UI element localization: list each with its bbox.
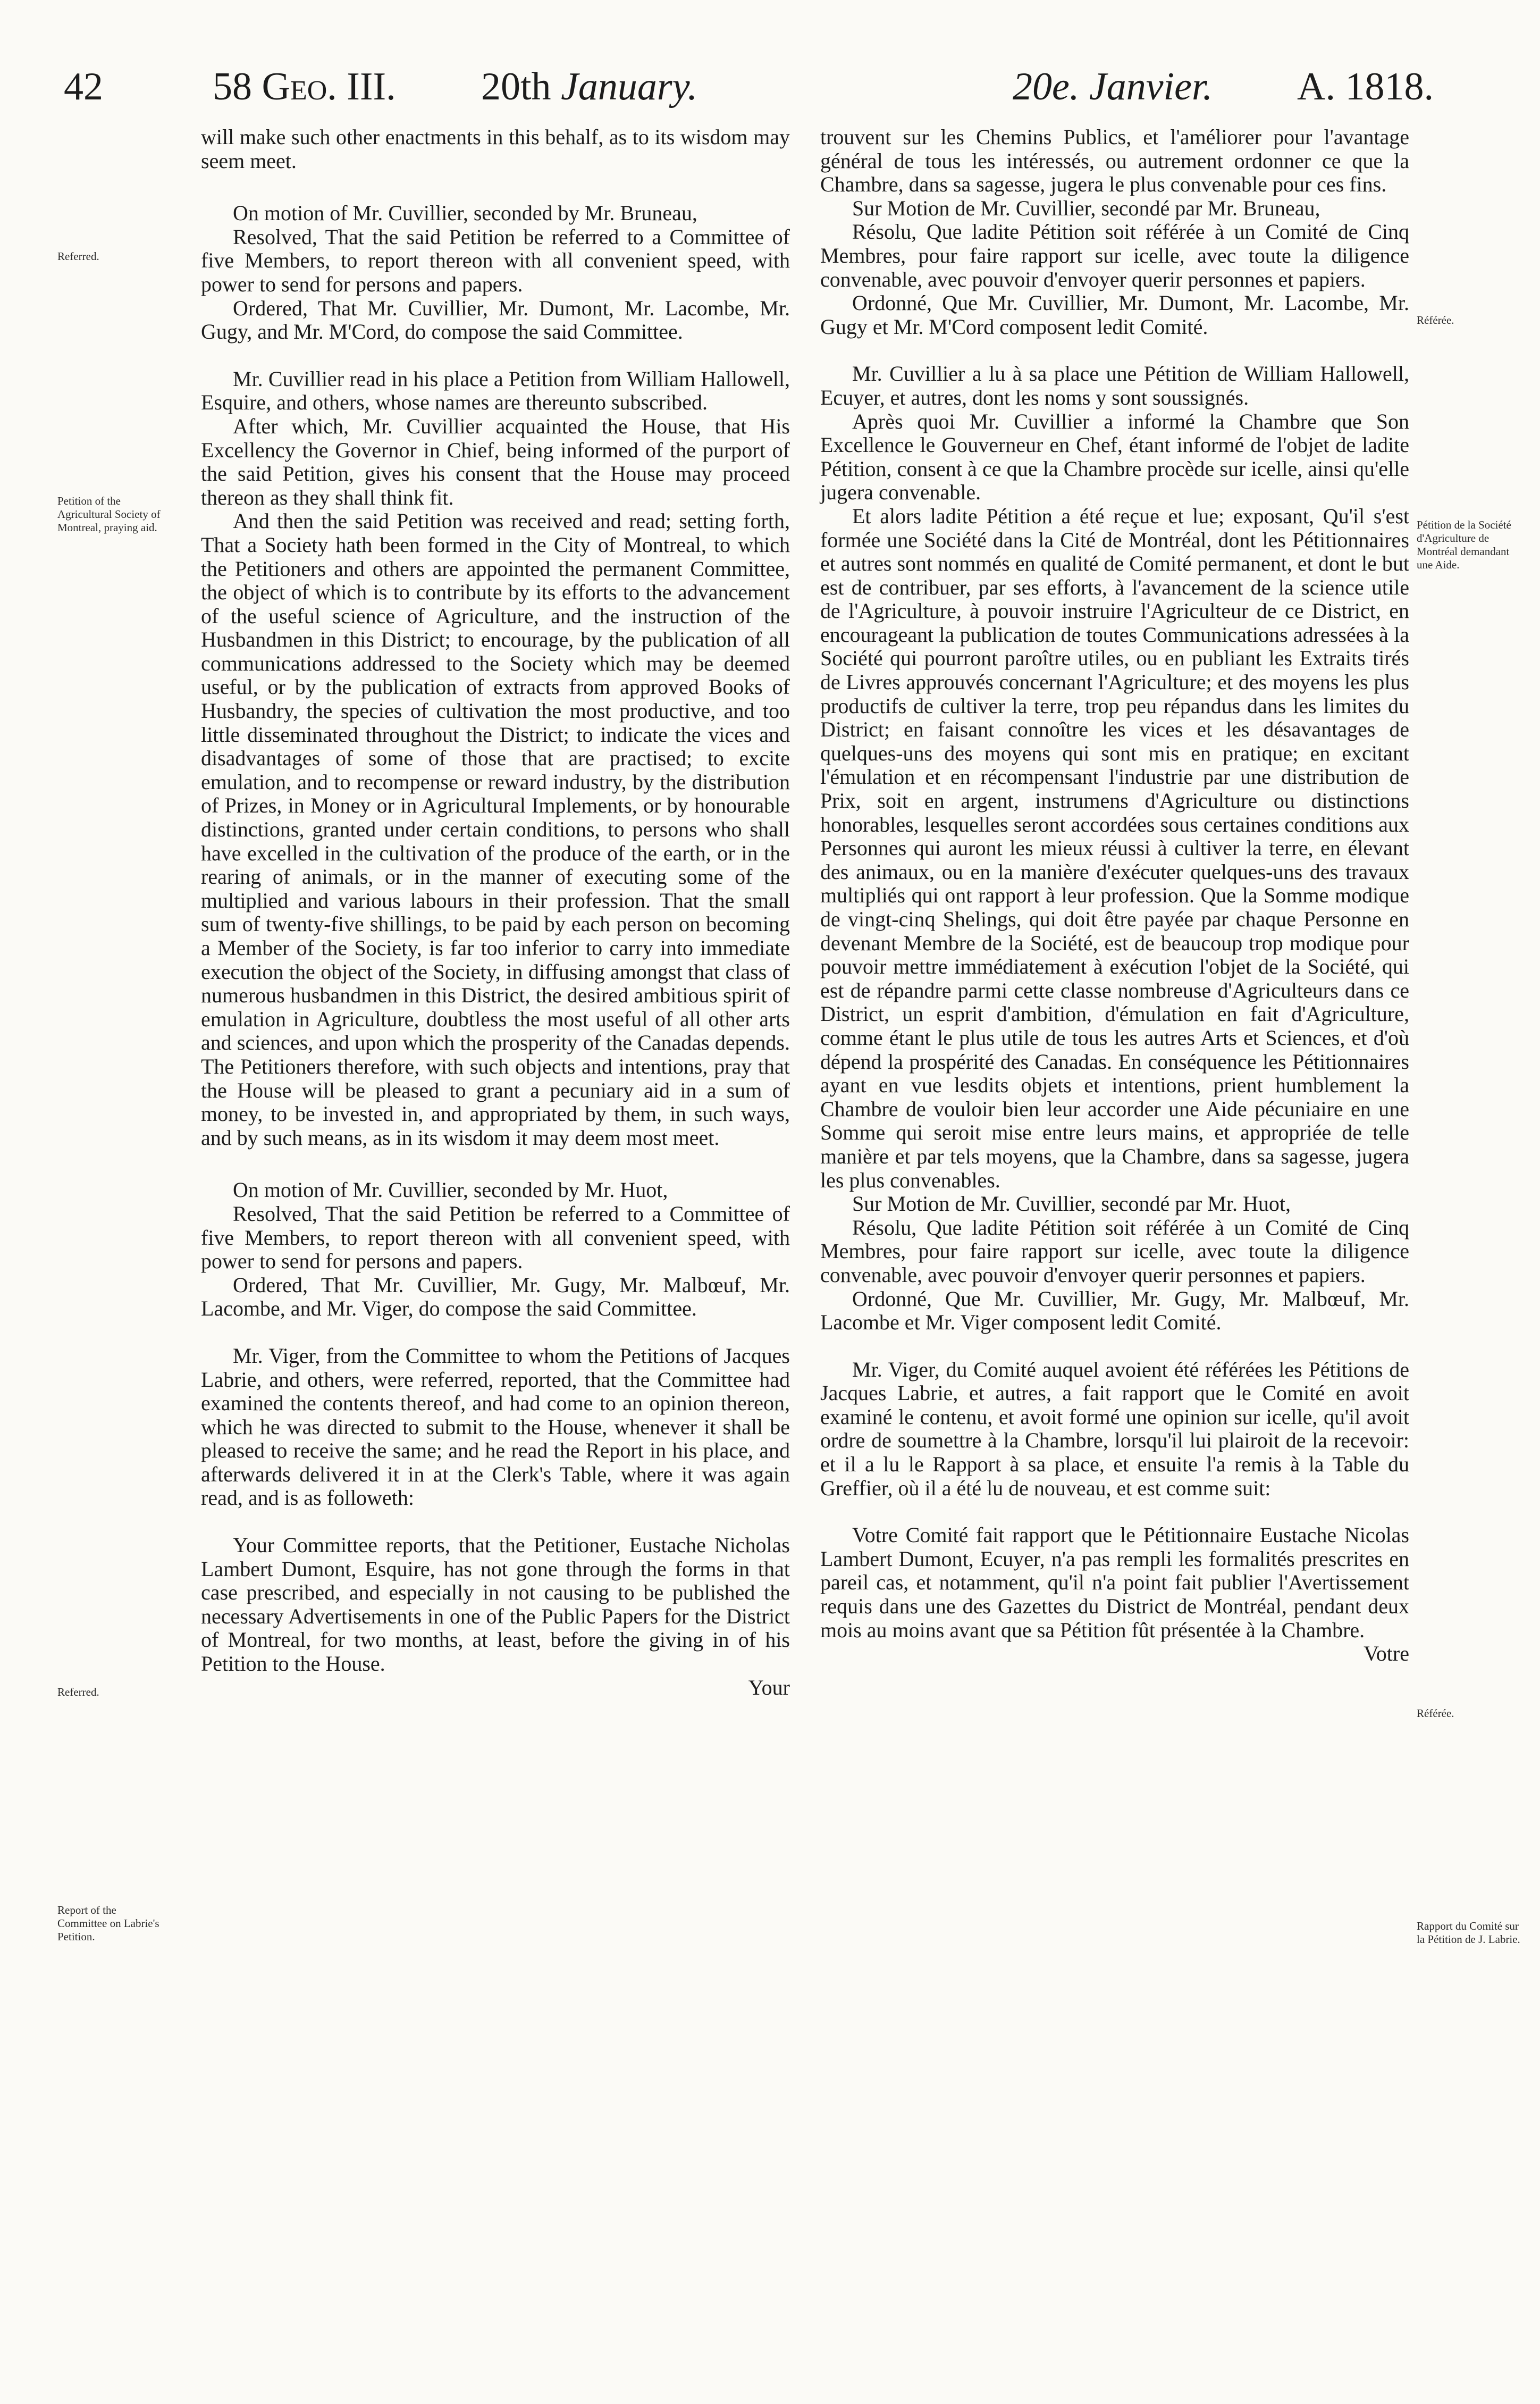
en-ordered-2: Ordered, That Mr. Cuvillier, Mr. Gugy, Mr. Malbœuf, Mr. Lacombe, and Mr. Viger, do compose the said Committee. (201, 1272, 790, 1321)
en-petition-contents: And then the said Petition was received and read; setting forth, That a Society hath been formed in the City of Montreal, to which the Petitioners and others are appointed the permanent Committee, the object of which is to contribute by its efforts to the advancement of the useful science of Agriculture, and the instruction of the Husbandmen in this District; to encourage, by the publication of all communications addressed to the Society which may be deemed useful, or by the publication of extracts from approved Books of Husbandry, the species of cultivation the most productive, and too little disseminated throughout the District; to indicate the vices and disadvantages of some of those that are practised; to excite emulation, and to recompense or reward industry, by the distribution of Prizes, in Money or in Agricultural Implements, or by honourable distinctions, granted under certain conditions, to persons who shall have excelled in the cultivation of the produce of the earth, or in the rearing of animals, or in the manner of executing some of the multiplied and various labours in their profession. That the small sum of twenty-five shillings, to be paid by each person on becoming a Member of the Society, is far too inferior to carry into immediate execution the object of the Society, in diffusing amongst that class of numerous husbandmen in this District, the desired ambitious spirit of emulation in Agriculture, doubtless the most useful of all other arts and sciences, and upon which the prosperity of the Canadas depends. The Petitioners therefore, with such objects and intentions, pray that the House will be pleased to grant a pecuniary aid in a sum of money, to be invested in, and appropriated by them, in such ways, and by such means, as in its wisdom it may deem most meet. (201, 509, 790, 1150)
fr-contenu-petition: Et alors ladite Pétition a été reçue et lue; exposant, Qu'il s'est formée une Société dans la Cité de Montréal, dont les Pétitionnaires et autres sont nommés en qualité de Comité permanent, et dont le but est de contribuer, par ses efforts, à l'avancement de la science utile de l'Agriculture, à pouvoir instruire l'Agriculteur de ce District, en encourageant la publication de toutes Communications adressées à la Société qui pourront paroître utiles, ou en publiant les Extraits tirés de Livres approuvés concernant l'Agriculture; et des moyens les plus productifs de cultiver la terre, trop peu répandus dans les limites du District; en faisant connoître les vices et les désavantages de quelques-uns des moyens qui sont mis en pratique; en excitant l'émulation et en récompensant l'industrie par une distribution de Prix, soit en argent, instrumens d'Agriculture ou distinctions honorables, lesquelles seront accordées sous certaines conditions aux Personnes qui auront les mieux réussi à cultiver la terre, en élevant des animaux, ou en la manière d'exécuter quelques-uns des travaux multipliés qui ont rapport à leur profession. Que la Somme modique de vingt-cinq Shelings, qui doit être payée par chaque Personne en devenant Membre de la Société, est de beaucoup trop modique pour pouvoir mettre immédiatement à exécution l'objet de la Société, qui est de répandre parmi cette classe nombreuse d'Agriculteurs dans ce District, un esprit d'ambition, d'émulation en fait d'Agriculture, comme étant le plus utile de tous les autres Arts et Sciences, et d'où dépend la prospérité des Canadas. En conséquence les Pétitionnaires ayant en vue lesdits objets et intentions, prient humblement la Chambre de vouloir bien leur accorder une Aide pécuniaire en une Somme qui seroit mise entre leurs mains, et appropriée de telle manière et par tels moyens, que la Chambre, dans sa sagesse, jugera les plus convenables. (820, 504, 1409, 1192)
en-viger-report: Mr. Viger, from the Committee to whom the Petitions of Jacques Labrie, and others, were referred, reported, that the Committee had examined the contents thereof, and had come to an opinion thereon, which he was directed to submit to the House, whenever it shall be pleased to receive the same; and he read the Report in his place, and afterwards delivered it in at the Clerk's Table, where it was again read, and is as followeth: (201, 1343, 790, 1510)
margin-note-referred-1: Referred. (57, 250, 99, 263)
english-date-month: January. (561, 65, 697, 108)
en-motion-huot: On motion of Mr. Cuvillier, seconded by Mr. Huot, (233, 1178, 668, 1202)
fr-catchword: Votre (1364, 1641, 1409, 1666)
en-catchword: Your (748, 1675, 790, 1699)
en-resolved-2: Resolved, That the said Petition be referred to a Committee of five Members, to report thereon with all convenient speed, with power to send for persons and papers. (201, 1201, 790, 1274)
page-number: 42 (64, 65, 103, 108)
regnal-year: 58 Geo. III. (213, 65, 396, 108)
fr-motion-huot: Sur Motion de Mr. Cuvillier, secondé par Mr. Huot, (852, 1192, 1291, 1216)
margin-note-referred-2: Referred. (57, 1686, 99, 1698)
fr-ordonne-1: Ordonné, Que Mr. Cuvillier, Mr. Dumont, Mr. Lacombe, Mr. Gugy et Mr. M'Cord composent ledit Comité. (820, 291, 1409, 339)
margin-note-agricultural-petition: Petition of the Agricultural Society of Montreal, praying aid. (57, 495, 161, 534)
en-petition-read: Mr. Cuvillier read in his place a Petition from William Hallowell, Esquire, and others, whose names are thereunto subscribed. (201, 366, 790, 415)
french-column (820, 125, 1409, 1666)
fr-consentement-gouverneur: Après quoi Mr. Cuvillier a informé la Chambre que Son Excellence le Gouverneur en Chef, étant informé de l'objet de ladite Pétition, consent à ce que la Chambre procède sur icelle, ainsi qu'elle jugera convenable. (820, 409, 1409, 505)
english-date-day: 20th (481, 65, 551, 108)
en-ordered-1: Ordered, That Mr. Cuvillier, Mr. Dumont, Mr. Lacombe, Mr. Gugy, and Mr. M'Cord, do compose the said Committee. (201, 296, 790, 344)
en-governor-consent: After which, Mr. Cuvillier acquainted the House, that His Excellency the Governor in Chief, being informed of the purport of the said Petition, gives his consent that the House may proceed thereon as they shall think fit. (201, 414, 790, 509)
fr-resolu-1: Résolu, Que ladite Pétition soit référée à un Comité de Cinq Membres, pour faire rapport sur icelle, avec toute la diligence convenable, avec pouvoir d'envoyer querir personnes et papiers. (820, 220, 1409, 291)
margin-note-referee-2: Référée. (1417, 1707, 1454, 1720)
fr-rapport-viger: Mr. Viger, du Comité auquel avoient été référées les Pétitions de Jacques Labrie, et autres, a fait rapport que le Comité en avoit examiné le contenu, et avoit formé une opinion sur icelle, qu'il avoit ordre de soumettre à la Chambre, lorsqu'il lui plairoit de la recevoir: et il a lu le Rapport à sa place, et ensuite l'a remis à la Table du Greffier, où il a été lu de nouveau, et est comme suit: (820, 1357, 1409, 1500)
margin-note-referee-1: Référée. (1417, 314, 1454, 326)
running-header (0, 57, 1540, 116)
fr-resolu-2: Résolu, Que ladite Pétition soit référée à un Comité de Cinq Membres, pour faire rapport sur icelle, avec toute la diligence convenable, avec pouvoir d'envoyer querir personnes et papiers. (820, 1215, 1409, 1287)
english-date (481, 57, 697, 116)
margin-note-petition-agriculture: Pétition de la Société d'Agriculture de Montréal demandant une Aide. (1417, 518, 1511, 571)
fr-paragraph-1: trouvent sur les Chemins Publics, et l'améliorer pour l'avantage général de tous les intéressés, ou autrement ordonner ce que la Chambre, dans sa sagesse, jugera le plus convenable pour ces fins. (820, 125, 1409, 197)
margin-note-labrie-report: Report of the Committee on Labrie's Petition. (57, 1904, 159, 1943)
margin-note-rapport-labrie: Rapport du Comité sur la Pétition de J. Labrie. (1417, 1920, 1520, 1946)
en-motion-bruneau: On motion of Mr. Cuvillier, seconded by Mr. Bruneau, (233, 201, 697, 225)
en-resolved-1: Resolved, That the said Petition be referred to a Committee of five Members, to report thereon with all convenient speed, with power to send for persons and papers. (201, 224, 790, 296)
en-paragraph-1: will make such other enactments in this behalf, as to its wisdom may seem meet. (201, 125, 790, 173)
fr-petition-lue: Mr. Cuvillier a lu à sa place une Pétition de William Hallowell, Ecuyer, et autres, dont les noms y sont soussignés. (820, 362, 1409, 409)
year: A. 1818. (1297, 65, 1434, 108)
en-committee-report: Your Committee reports, that the Petitioner, Eustache Nicholas Lambert Dumont, Esquire, has not gone through the forms in that case prescribed, and especially in not causing to be published the necessary Advertisements in one of the Public Papers for the District of Montreal, for two months, at least, before the giving in of his Petition to the House. (201, 1533, 790, 1676)
french-date: 20e. Janvier. (1013, 65, 1213, 108)
english-column (201, 125, 790, 1699)
fr-ordonne-2: Ordonné, Que Mr. Cuvillier, Mr. Gugy, Mr. Malbœuf, Mr. Lacombe et Mr. Viger composent ledit Comité. (820, 1286, 1409, 1335)
fr-motion-bruneau: Sur Motion de Mr. Cuvillier, secondé par Mr. Bruneau, (852, 196, 1320, 220)
fr-rapport-comite: Votre Comité fait rapport que le Pétitionnaire Eustache Nicolas Lambert Dumont, Ecuyer, n'a pas rempli les formalités prescrites en pareil cas, et notamment, qu'il n'a point fait publier l'Avertissement requis dans une des Gazettes du District de Montréal, pendant deux mois au moins avant que sa Pétition fût présentée à la Chambre. (820, 1523, 1409, 1642)
